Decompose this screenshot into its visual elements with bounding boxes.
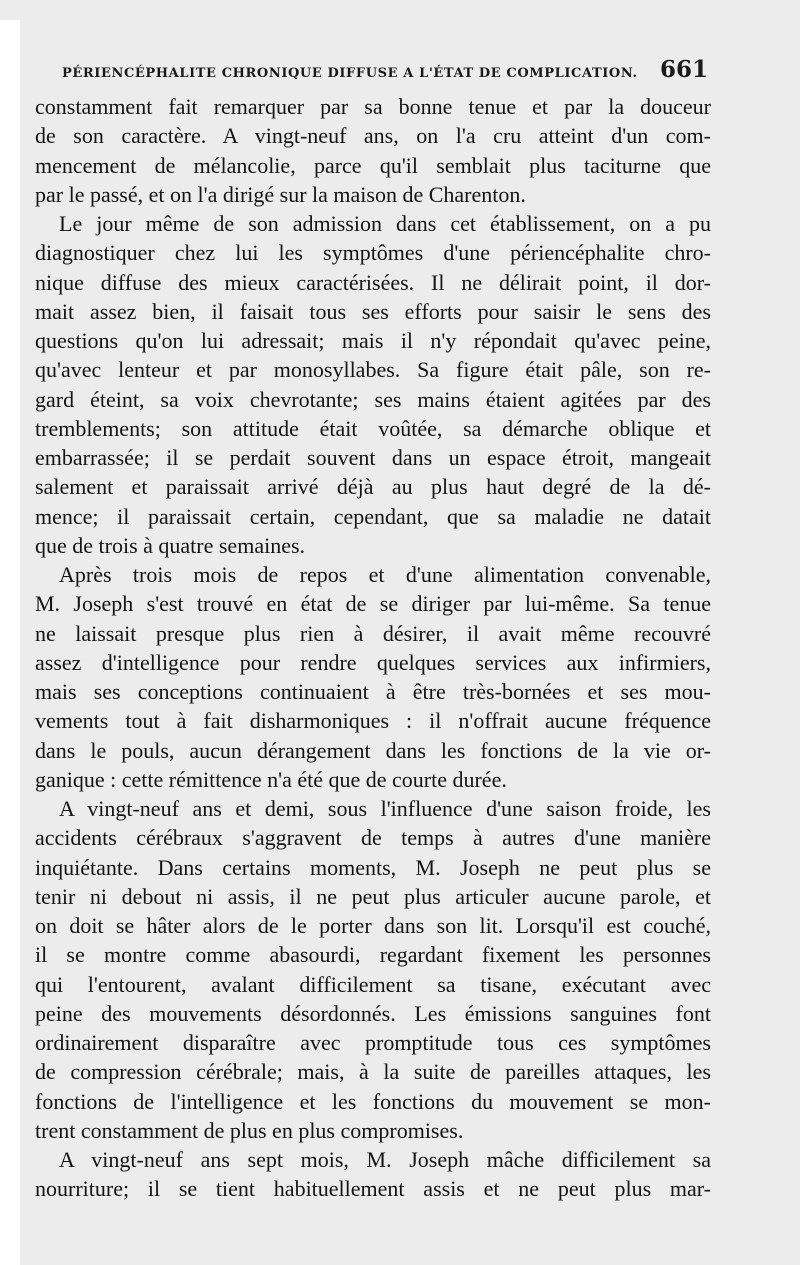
text-line: nourriture; il se tient habituellement assis et ne peut plus mar-: [35, 1176, 711, 1202]
paragraph: [35, 560, 711, 794]
text-line: diagnostiquer chez lui les symptômes d'une périencéphalite chro-: [35, 240, 711, 266]
paragraph: [35, 1145, 711, 1204]
text-line: par le passé, et on l'a dirigé sur la maison de Charenton.: [35, 181, 526, 207]
text-line: dans le pouls, aucun dérangement dans les fonctions de la vie or-: [35, 737, 711, 763]
text-line: tremblements; son attitude était voûtée, sa démarche oblique et: [35, 415, 711, 441]
running-title: PÉRIENCÉPHALITE CHRONIQUE DIFFUSE A L'ÉTAT DE COMPLICATION.: [62, 66, 638, 81]
text-line: vements tout à fait disharmoniques : il n'offrait aucune fréquence: [35, 708, 711, 734]
text-line: A vingt-neuf ans et demi, sous l'influence d'une saison froide, les: [59, 796, 711, 821]
text-line: gard éteint, sa voix chevrotante; ses mains étaient agitées par des: [35, 386, 711, 412]
text-line: de son caractère. A vingt-neuf ans, on l'a cru atteint d'un com-: [35, 123, 711, 149]
text-line: inquiétante. Dans certains moments, M. Joseph ne peut plus se: [35, 854, 711, 880]
page-header: [62, 58, 708, 88]
text-line: tenir ni debout ni assis, il ne peut plus articuler aucune parole, et: [35, 883, 711, 909]
text-line: qui l'entourent, avalant difficilement sa tisane, exécutant avec: [35, 971, 711, 997]
text-line: que de trois à quatre semaines.: [35, 532, 306, 558]
text-line: M. Joseph s'est trouvé en état de se diriger par lui-même. Sa tenue: [35, 591, 711, 617]
text-line: assez d'intelligence pour rendre quelques services aux infirmiers,: [35, 649, 711, 675]
text-line: mence; il paraissait certain, cependant, que sa maladie ne datait: [35, 503, 711, 529]
paragraph: [35, 92, 711, 209]
text-line: mait assez bien, il faisait tous ses efforts pour saisir le sens des: [35, 298, 711, 324]
text-line: salement et paraissait arrivé déjà au plus haut degré de la dé-: [35, 474, 711, 500]
text-line: A vingt-neuf ans sept mois, M. Joseph mâche difficilement sa: [59, 1147, 711, 1172]
text-line: il se montre comme abasourdi, regardant fixement les personnes: [35, 942, 711, 968]
text-line: de compression cérébrale; mais, à la suite de pareilles attaques, les: [35, 1059, 711, 1085]
paragraph: [35, 209, 711, 560]
scan-margin: [0, 20, 20, 1265]
text-line: embarrassée; il se perdait souvent dans un espace étroit, mangeait: [35, 445, 711, 470]
text-line: nique diffuse des mieux caractérisées. Il ne délirait point, il dor-: [35, 269, 711, 295]
text-line: questions qu'on lui adressait; mais il n'y répondait qu'avec peine,: [35, 328, 711, 353]
page-number: 661: [659, 56, 708, 83]
text-line: fonctions de l'intelligence et les fonctions du mouvement se mon-: [35, 1088, 711, 1114]
text-line: ganique : cette rémittence n'a été que de courte durée.: [35, 766, 507, 792]
text-line: trent constamment de plus en plus compromises.: [35, 1117, 464, 1143]
text-line: Le jour même de son admission dans cet établissement, on a pu: [59, 211, 711, 236]
text-line: mencement de mélancolie, parce qu'il semblait plus taciturne que: [35, 152, 711, 178]
text-line: qu'avec lenteur et par monosyllabes. Sa figure était pâle, son re-: [35, 357, 711, 383]
text-line: ordinairement disparaître avec promptitude tous ces symptômes: [35, 1030, 711, 1055]
paragraph: [35, 794, 711, 1145]
text-line: mais ses conceptions continuaient à être très-bornées et ses mou-: [35, 679, 711, 704]
text-line: accidents cérébraux s'aggravent de temps à autres d'une manière: [35, 825, 711, 851]
body-text: [35, 92, 711, 1204]
text-line: peine des mouvements désordonnés. Les émissions sanguines font: [35, 1000, 711, 1026]
text-line: ne laissait presque plus rien à désirer, il avait même recouvré: [35, 620, 711, 646]
text-line: Après trois mois de repos et d'une alimentation convenable,: [59, 562, 711, 587]
text-line: constamment fait remarquer par sa bonne tenue et par la douceur: [35, 94, 711, 119]
text-line: on doit se hâter alors de le porter dans son lit. Lorsqu'il est couché,: [35, 913, 711, 938]
